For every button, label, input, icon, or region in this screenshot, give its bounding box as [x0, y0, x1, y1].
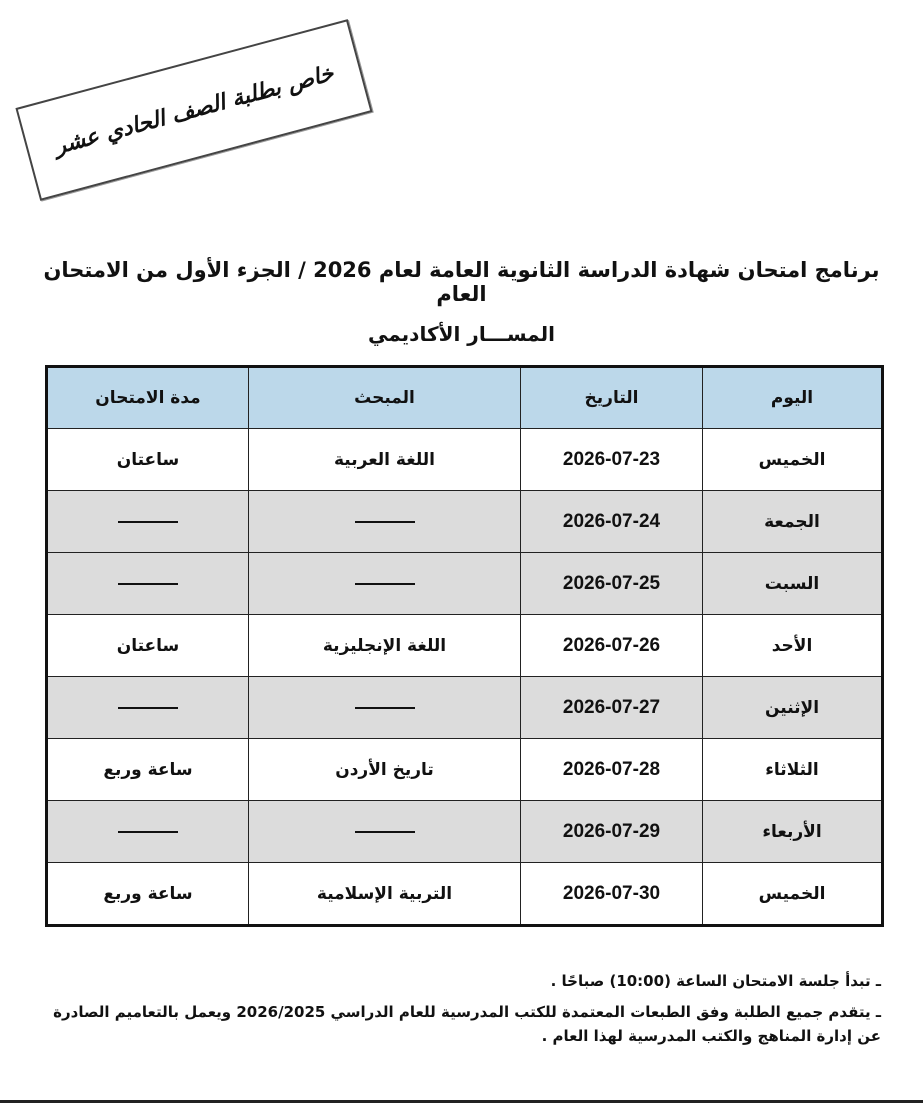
note-item: ـ يتقدم جميع الطلبة وفق الطبعات المعتمدة للكتب المدرسية للعام الدراسي 2026/2025 ويعمل بالتعاميم الصادرة عن إدارة المناهج والكتب المدرسية لهذا العام .: [53, 1003, 881, 1045]
stamp-box: [15, 19, 372, 201]
empty-dash: [355, 831, 415, 833]
cell-subject: اللغة الإنجليزية: [249, 615, 521, 677]
cell-subject: التربية الإسلامية: [249, 863, 521, 926]
empty-dash: [355, 707, 415, 709]
notes-section: [31, 970, 881, 1056]
page-title: برنامج امتحان شهادة الدراسة الثانوية العامة لعام 2026 / الجزء الأول من الامتحان العام: [43, 258, 880, 306]
table-row: [47, 739, 883, 801]
note-item: ـ تبدأ جلسة الامتحان الساعة (10:00) صباحًا .: [550, 972, 881, 990]
cell-day: الثلاثاء: [703, 739, 883, 801]
cell-day: الأحد: [703, 615, 883, 677]
empty-dash: [118, 521, 178, 523]
exam-schedule-table: [45, 365, 884, 927]
empty-dash: [118, 707, 178, 709]
table-row: [47, 801, 883, 863]
cell-day: الخميس: [703, 863, 883, 926]
cell-duration: [47, 677, 249, 739]
bottom-divider: [0, 1100, 923, 1103]
cell-day: السبت: [703, 553, 883, 615]
cell-subject: تاريخ الأردن: [249, 739, 521, 801]
cell-duration: ساعتان: [47, 615, 249, 677]
table-row: [47, 615, 883, 677]
cell-subject: [249, 553, 521, 615]
cell-date: 2026-07-30: [521, 863, 703, 926]
cell-date: 2026-07-23: [521, 429, 703, 491]
stamp-text: خاص بطلبة الصف الحادي عشر: [51, 60, 337, 160]
cell-day: الإثنين: [703, 677, 883, 739]
cell-subject: [249, 801, 521, 863]
cell-duration: [47, 553, 249, 615]
empty-dash: [355, 583, 415, 585]
cell-subject: اللغة العربية: [249, 429, 521, 491]
cell-date: 2026-07-26: [521, 615, 703, 677]
cell-duration: ساعة وربع: [47, 863, 249, 926]
cell-duration: ساعتان: [47, 429, 249, 491]
column-header-day: اليوم: [703, 367, 883, 429]
cell-day: الخميس: [703, 429, 883, 491]
cell-day: الجمعة: [703, 491, 883, 553]
column-header-duration: مدة الامتحان: [47, 367, 249, 429]
cell-date: 2026-07-29: [521, 801, 703, 863]
page-subtitle: المســـار الأكاديمي: [368, 322, 555, 346]
cell-date: 2026-07-28: [521, 739, 703, 801]
empty-dash: [118, 583, 178, 585]
cell-date: 2026-07-24: [521, 491, 703, 553]
cell-duration: [47, 801, 249, 863]
cell-date: 2026-07-27: [521, 677, 703, 739]
cell-subject: [249, 491, 521, 553]
table-header-row: [47, 367, 883, 429]
cell-date: 2026-07-25: [521, 553, 703, 615]
empty-dash: [355, 521, 415, 523]
table-row: [47, 491, 883, 553]
table-row: [47, 677, 883, 739]
table-row: [47, 553, 883, 615]
cell-duration: ساعة وربع: [47, 739, 249, 801]
empty-dash: [118, 831, 178, 833]
column-header-date: التاريخ: [521, 367, 703, 429]
cell-subject: [249, 677, 521, 739]
table-row: [47, 429, 883, 491]
cell-duration: [47, 491, 249, 553]
cell-day: الأربعاء: [703, 801, 883, 863]
column-header-subject: المبحث: [249, 367, 521, 429]
table-row: [47, 863, 883, 926]
